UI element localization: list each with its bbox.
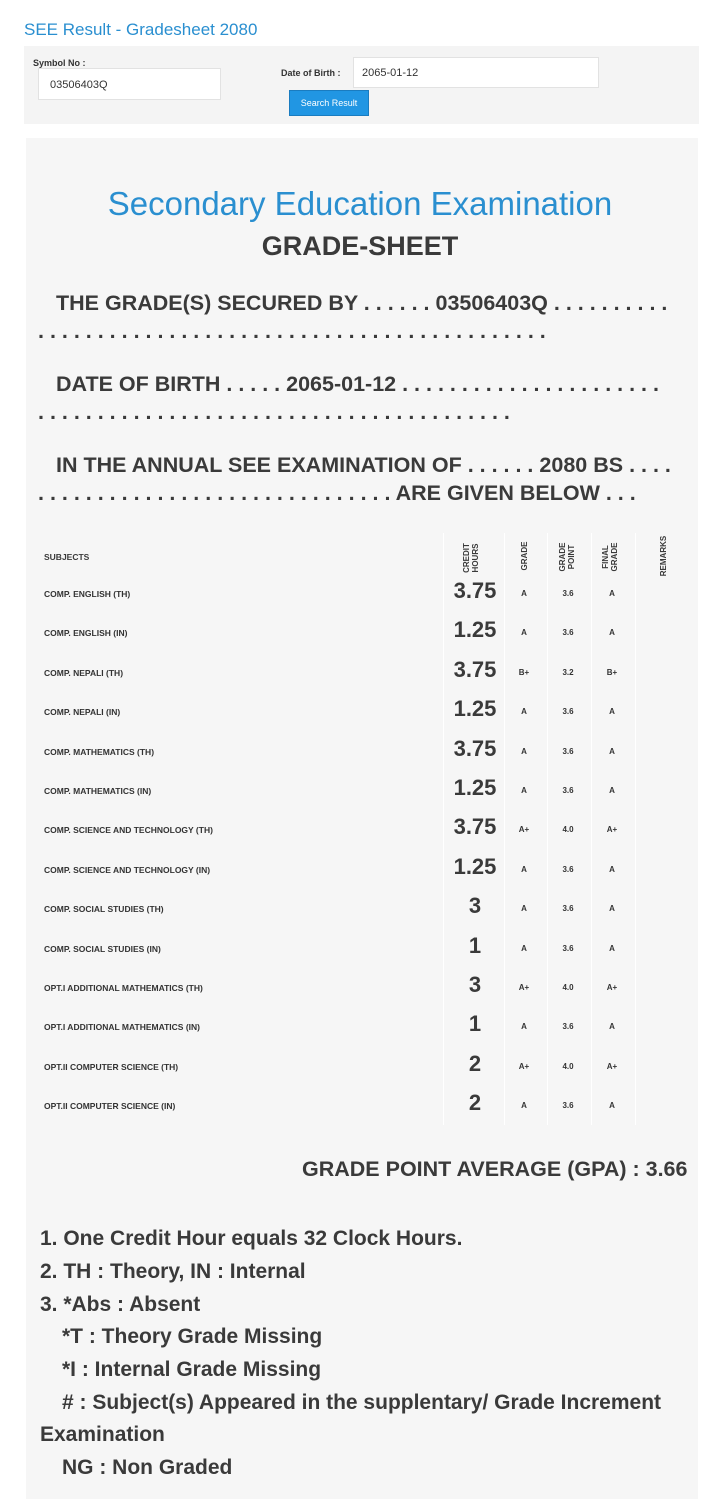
page-title: SEE Result - Gradesheet 2080 xyxy=(24,20,258,39)
note-1: 1. One Credit Hour equals 32 Clock Hours. xyxy=(40,1227,463,1250)
exam-year: 2080 BS xyxy=(539,453,624,477)
credit-hours-cell: 3.75 xyxy=(453,578,497,603)
credit-hours-cell: 2 xyxy=(468,1090,482,1116)
grade-cell: A xyxy=(521,746,527,756)
table-row xyxy=(34,930,688,969)
grade-point-cell: 3.6 xyxy=(562,628,574,638)
note-6: # : Subject(s) Appeared in the supplentary/ Grade Increment xyxy=(62,1391,662,1414)
final-grade-cell: A xyxy=(609,904,615,914)
header-credit-hours: CREDIT HOURS xyxy=(462,543,480,573)
table-row xyxy=(34,811,688,850)
subject-cell: COMP. ENGLISH (TH) xyxy=(44,589,131,599)
grade-point-cell: 4.0 xyxy=(562,983,574,992)
search-panel xyxy=(24,46,699,124)
header-grade-point: GRADE POINT xyxy=(558,542,576,572)
secured-by-line: THE GRADE(S) SECURED BY . . . . . . 03506403Q . . . . . . . . . . xyxy=(56,291,668,315)
subject-cell: COMP. NEPALI (TH) xyxy=(44,667,124,678)
final-grade-cell: A xyxy=(609,786,615,795)
grade-cell: A+ xyxy=(518,825,530,835)
note-4: *T : Theory Grade Missing xyxy=(62,1325,323,1348)
grade-cell: A+ xyxy=(518,1061,530,1071)
grade-cell: A+ xyxy=(518,983,530,992)
final-grade-cell: B+ xyxy=(606,667,618,677)
note-7: NG : Non Graded xyxy=(62,1456,233,1479)
grade-cell: A xyxy=(521,589,527,598)
note-6-cont: Examination xyxy=(40,1423,165,1446)
header-final-grade: FINAL GRADE xyxy=(601,542,619,572)
final-grade-cell: A xyxy=(609,1101,615,1111)
secured-dots: . . . . . . . . . . . . . . . . . . . . . . . . . . . . . . . . . . . . . . . . . . . xyxy=(38,319,546,343)
exam-line: IN THE ANNUAL SEE EXAMINATION OF . . . . . . 2080 BS . . . . xyxy=(56,453,671,477)
grade-point-cell: 3.6 xyxy=(562,746,574,756)
credit-hours-cell: 2 xyxy=(468,1050,482,1076)
table-row xyxy=(34,1008,688,1047)
grade-cell: A xyxy=(521,707,527,717)
header-subjects: SUBJECTS xyxy=(44,552,90,562)
subject-cell: COMP. SOCIAL STUDIES (TH) xyxy=(44,904,164,915)
subject-cell: COMP. SCIENCE AND TECHNOLOGY (IN) xyxy=(44,864,211,875)
credit-hours-cell: 3.75 xyxy=(453,656,497,682)
subject-cell: OPT.II COMPUTER SCIENCE (IN) xyxy=(44,1101,176,1112)
credit-hours-cell: 3.75 xyxy=(453,814,497,840)
final-grade-cell: A xyxy=(609,1022,615,1032)
credit-hours-cell: 1.25 xyxy=(453,617,497,643)
grade-cell: A xyxy=(521,786,527,795)
gradesheet-title: GRADE-SHEET xyxy=(261,231,459,261)
note-5: *I : Internal Grade Missing xyxy=(62,1358,322,1381)
credit-hours-cell: 1.25 xyxy=(453,775,497,800)
credit-hours-cell: 1 xyxy=(468,932,482,958)
table-row xyxy=(34,575,688,614)
grade-cell: B+ xyxy=(518,667,530,677)
final-grade-cell: A xyxy=(609,943,615,953)
final-grade-cell: A+ xyxy=(606,1061,618,1071)
grade-cell: A xyxy=(521,864,527,874)
grade-cell: A xyxy=(521,1022,527,1032)
subject-cell: OPT.I ADDITIONAL MATHEMATICS (TH) xyxy=(44,983,203,993)
credit-hours-cell: 1.25 xyxy=(453,853,497,879)
table-row xyxy=(34,851,688,890)
grade-point-cell: 4.0 xyxy=(562,1061,574,1071)
grade-point-cell: 3.6 xyxy=(562,707,574,717)
subject-cell: COMP. ENGLISH (IN) xyxy=(44,628,128,639)
exam-title: Secondary Education Examination xyxy=(107,185,613,222)
dob-line: DATE OF BIRTH . . . . . 2065-01-12 . . . . . . . . . . . . . . . . . . . . . . xyxy=(56,372,659,396)
note-2: 2. TH : Theory, IN : Internal xyxy=(40,1260,306,1283)
credit-hours-cell: 3 xyxy=(468,972,482,997)
table-row xyxy=(34,733,688,772)
table-row xyxy=(34,614,688,653)
table-row xyxy=(34,772,688,811)
final-grade-cell: A xyxy=(609,589,615,598)
grade-cell: A xyxy=(521,943,527,953)
subject-cell: COMP. SCIENCE AND TECHNOLOGY (TH) xyxy=(44,825,213,836)
table-row xyxy=(34,693,688,732)
subject-cell: COMP. NEPALI (IN) xyxy=(44,707,121,718)
dob-input[interactable]: 2065-01-12 xyxy=(353,57,599,88)
header-remarks: REMARKS xyxy=(659,535,668,577)
grade-point-cell: 3.6 xyxy=(562,864,574,874)
gpa-line: GRADE POINT AVERAGE (GPA) : 3.66 xyxy=(302,1157,688,1181)
table-row xyxy=(34,1087,688,1126)
subject-cell: OPT.I ADDITIONAL MATHEMATICS (IN) xyxy=(44,1022,200,1033)
credit-hours-cell: 3.75 xyxy=(453,735,497,761)
dob-label: Date of Birth : xyxy=(281,68,341,78)
credit-hours-cell: 3 xyxy=(468,893,482,919)
grade-point-cell: 3.6 xyxy=(562,786,574,795)
final-grade-cell: A+ xyxy=(606,825,618,835)
dob-value: 2065-01-12 xyxy=(286,372,397,396)
table-row xyxy=(34,890,688,929)
grade-point-cell: 3.2 xyxy=(562,667,574,677)
exam-dots: . . . . . . . . . . . . . . . . . . . . . . . . . . . . . . ARE GIVEN BELOW . . . xyxy=(38,481,636,505)
subject-cell: COMP. MATHEMATICS (TH) xyxy=(44,746,155,757)
table-row xyxy=(34,969,688,1008)
note-3: 3. *Abs : Absent xyxy=(40,1293,201,1316)
table-row xyxy=(34,1048,688,1087)
subject-cell: OPT.II COMPUTER SCIENCE (TH) xyxy=(44,1061,179,1072)
credit-hours-cell: 1.25 xyxy=(453,696,497,722)
grade-point-cell: 3.6 xyxy=(562,589,574,598)
grade-cell: A xyxy=(521,904,527,914)
final-grade-cell: A+ xyxy=(606,983,618,992)
dob-dots: . . . . . . . . . . . . . . . . . . . . . . . . . . . . . . . . . . . . . . . . xyxy=(38,400,510,424)
symbol-label: Symbol No : xyxy=(33,58,86,68)
grade-cell: A xyxy=(521,1101,527,1111)
grade-point-cell: 3.6 xyxy=(562,1101,574,1111)
grade-cell: A xyxy=(521,628,527,638)
symbol-input[interactable]: 03506403Q xyxy=(38,68,221,100)
header-grade: GRADE xyxy=(520,541,529,571)
final-grade-cell: A xyxy=(609,746,615,756)
final-grade-cell: A xyxy=(609,864,615,874)
grade-point-cell: 3.6 xyxy=(562,943,574,953)
subject-cell: COMP. MATHEMATICS (IN) xyxy=(44,786,152,796)
credit-hours-cell: 1 xyxy=(468,1011,482,1037)
grade-point-cell: 3.6 xyxy=(562,1022,574,1032)
table-row xyxy=(34,654,688,693)
secured-symbol: 03506403Q xyxy=(435,291,548,315)
final-grade-cell: A xyxy=(609,628,615,638)
grade-point-cell: 4.0 xyxy=(562,825,574,835)
grade-point-cell: 3.6 xyxy=(562,904,574,914)
final-grade-cell: A xyxy=(609,707,615,717)
subject-cell: COMP. SOCIAL STUDIES (IN) xyxy=(44,943,161,954)
search-result-button[interactable]: Search Result xyxy=(289,90,369,116)
